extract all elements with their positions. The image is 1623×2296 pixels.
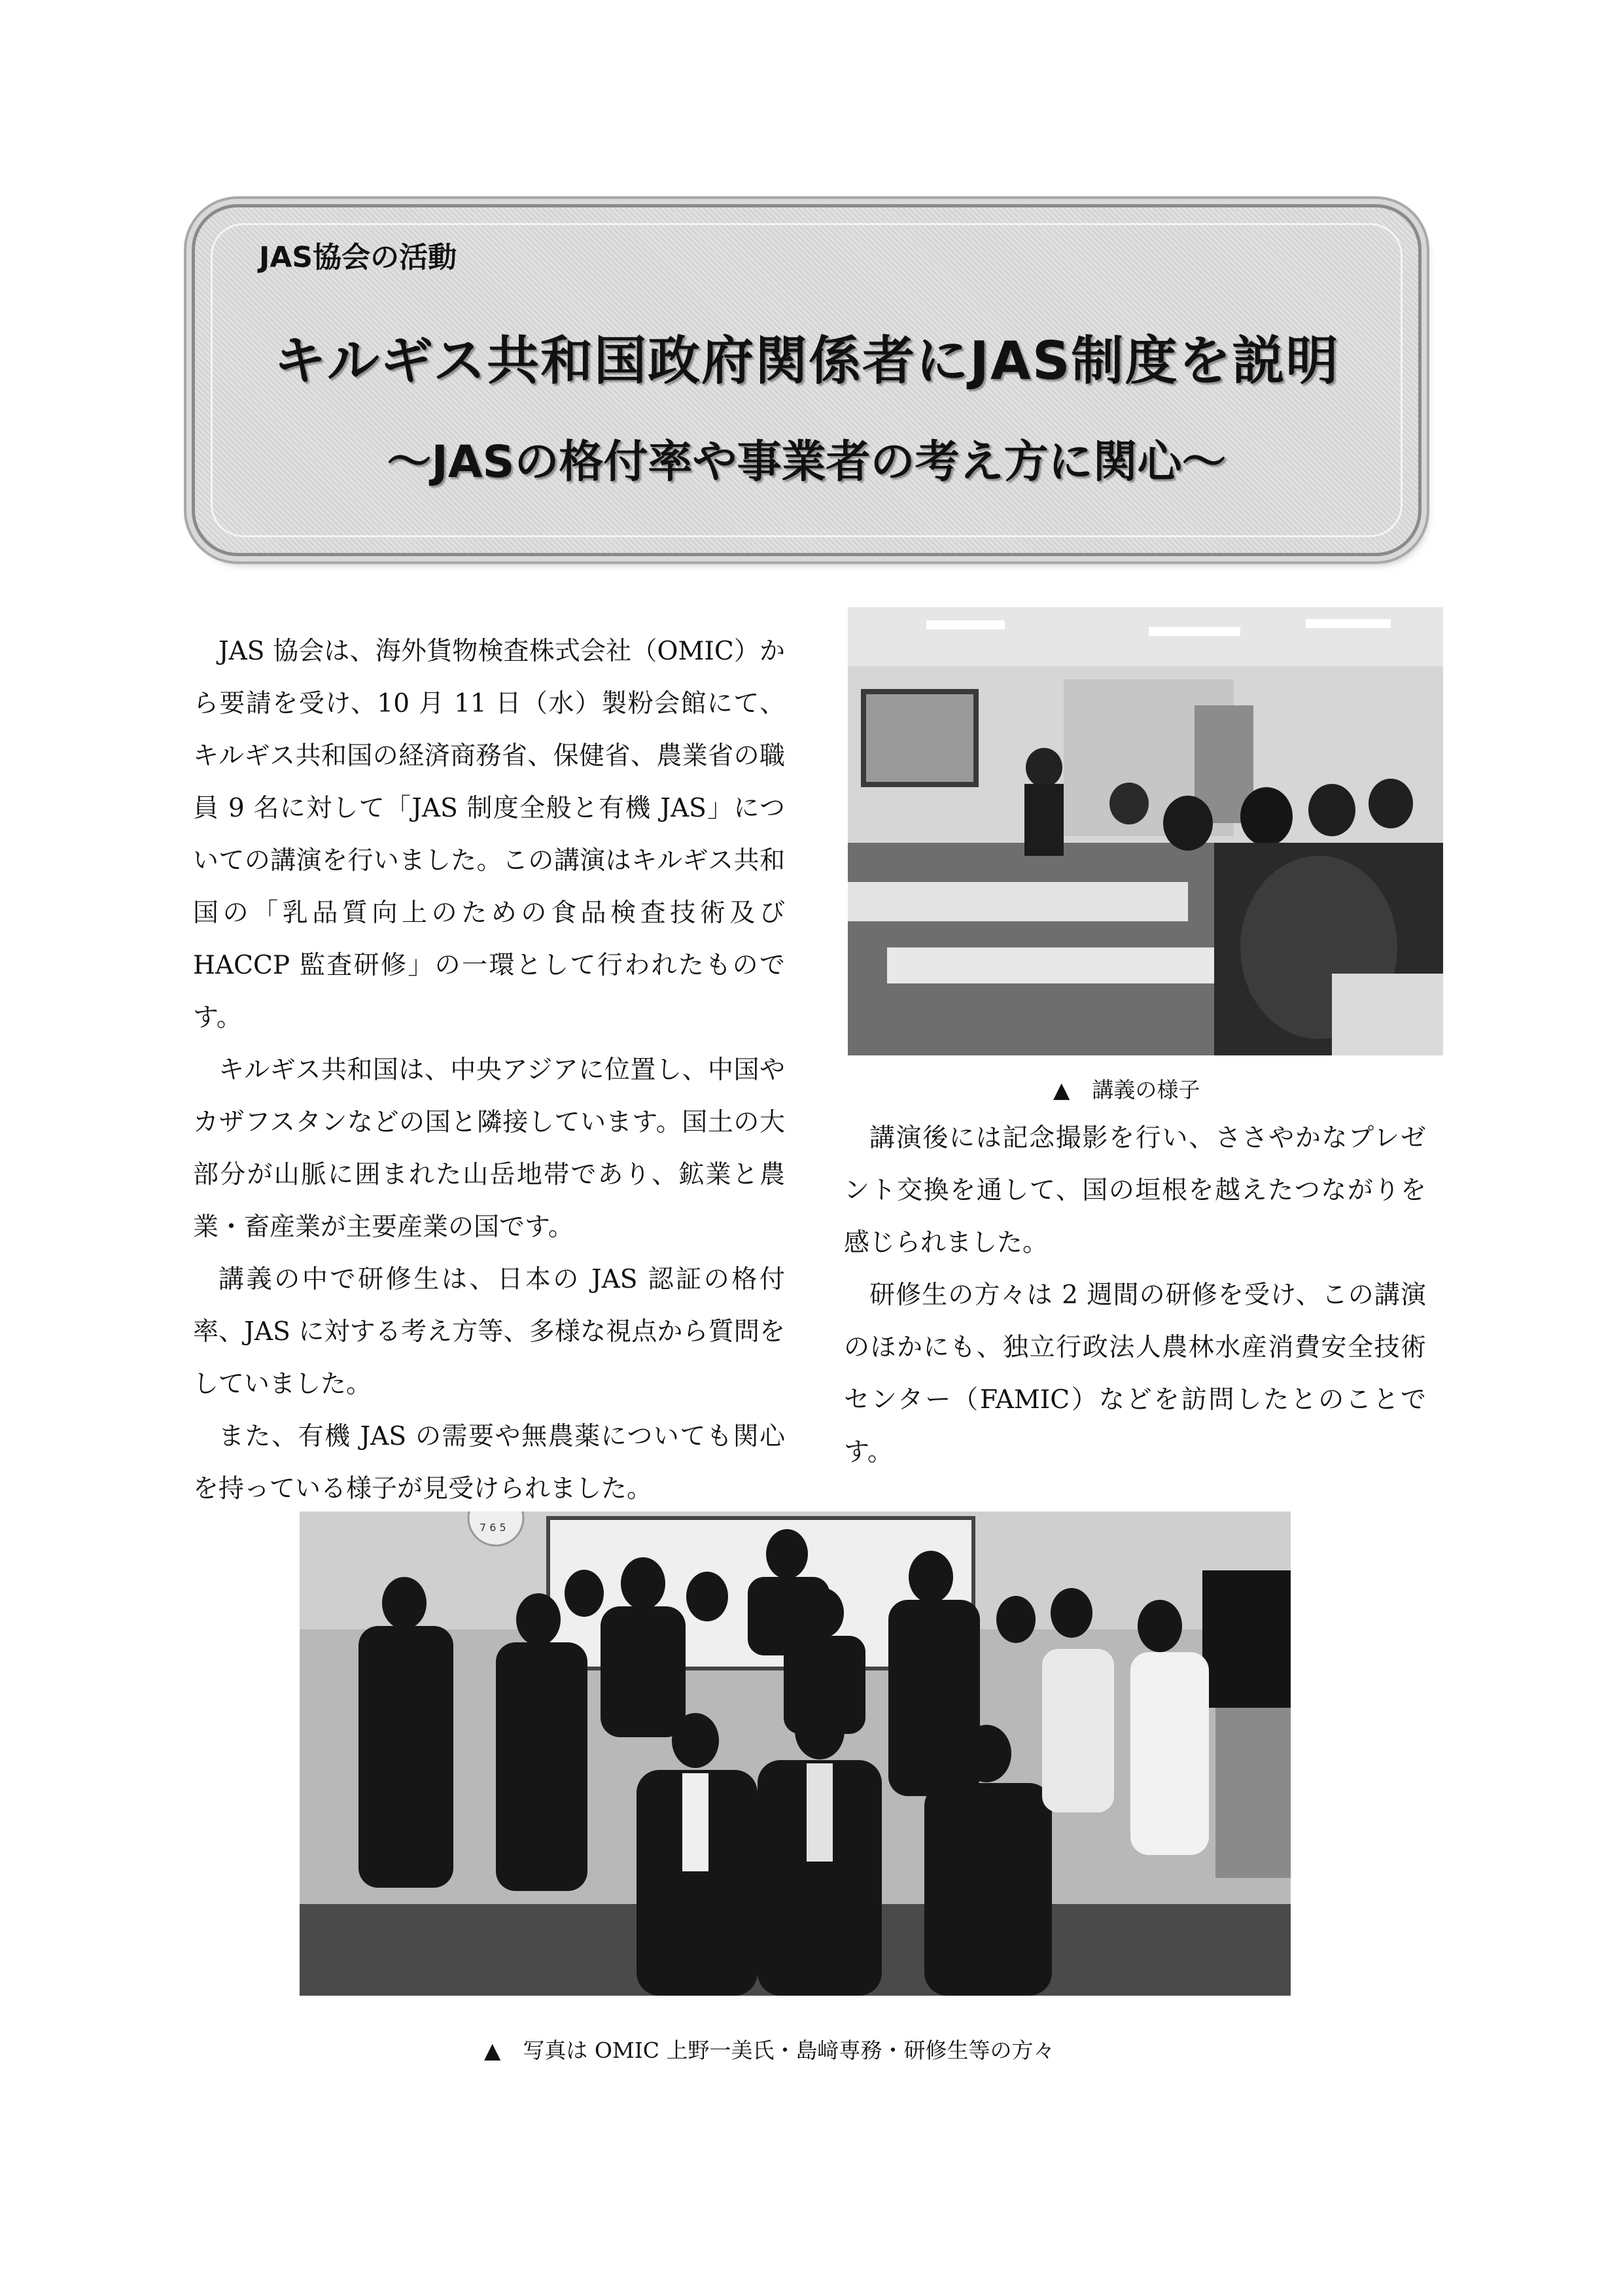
category-label: JAS協会の活動 — [259, 241, 457, 274]
article-right-column — [844, 1112, 1426, 1479]
article-paragraph: また、有機 JAS の需要や無農薬についても関心を持っている様子が見受けられました。 — [193, 1422, 785, 1504]
lecture-photo — [848, 607, 1443, 1055]
caption-marker-icon: ▲ — [1053, 1077, 1070, 1103]
caption-marker-icon: ▲ — [484, 2038, 501, 2063]
article-paragraph: 研修生の方々は 2 週間の研修を受け、この講演のほかにも、独立行政法人農林水産消費安全技術センター（FAMIC）などを訪問したとのことです。 — [844, 1280, 1426, 1467]
group-photo — [300, 1511, 1291, 1996]
article-paragraph: 講演後には記念撮影を行い、ささやかなプレゼント交換を通して、国の垣根を越えたつながりを感じられました。 — [844, 1123, 1426, 1258]
page-title: キルギス共和国政府関係者にJAS制度を説明 — [273, 330, 1340, 391]
lecture-photo-caption — [1053, 1073, 1200, 1104]
title-banner — [192, 204, 1422, 556]
group-caption-text: 写真は OMIC 上野一美氏・島﨑専務・研修生等の方々 — [523, 2038, 1055, 2063]
page-subtitle: ～JASの格付率や事業者の考え方に関心～ — [387, 436, 1227, 488]
article-paragraph: JAS 協会は、海外貨物検査株式会社（OMIC）から要請を受け、10 月 11 日（水）製粉会館にて、キルギス共和国の経済商務省、保健省、農業省の職員 9 名に対して「JAS 制度全般と有機 JAS」についての講演を行いました。この講演はキルギス共和国の「乳品質向上のための食品検査技術及び HACCP 監査研修」の一環として行われたものです。 — [193, 637, 785, 1033]
article-left-column — [193, 626, 785, 1515]
group-photo-caption — [484, 2034, 1055, 2064]
lecture-caption-text: 講義の様子 — [1092, 1077, 1200, 1103]
clock-numbers: 7 6 5 — [480, 1521, 506, 1534]
article-paragraph: キルギス共和国は、中央アジアに位置し、中国やカザフスタンなどの国と隣接しています。国土の大部分が山脈に囲まれた山岳地帯であり、鉱業と農業・畜産業が主要産業の国です。 — [193, 1055, 785, 1242]
article-paragraph: 講義の中で研修生は、日本の JAS 認証の格付率、JAS に対する考え方等、多様な視点から質問をしていました。 — [193, 1265, 785, 1399]
